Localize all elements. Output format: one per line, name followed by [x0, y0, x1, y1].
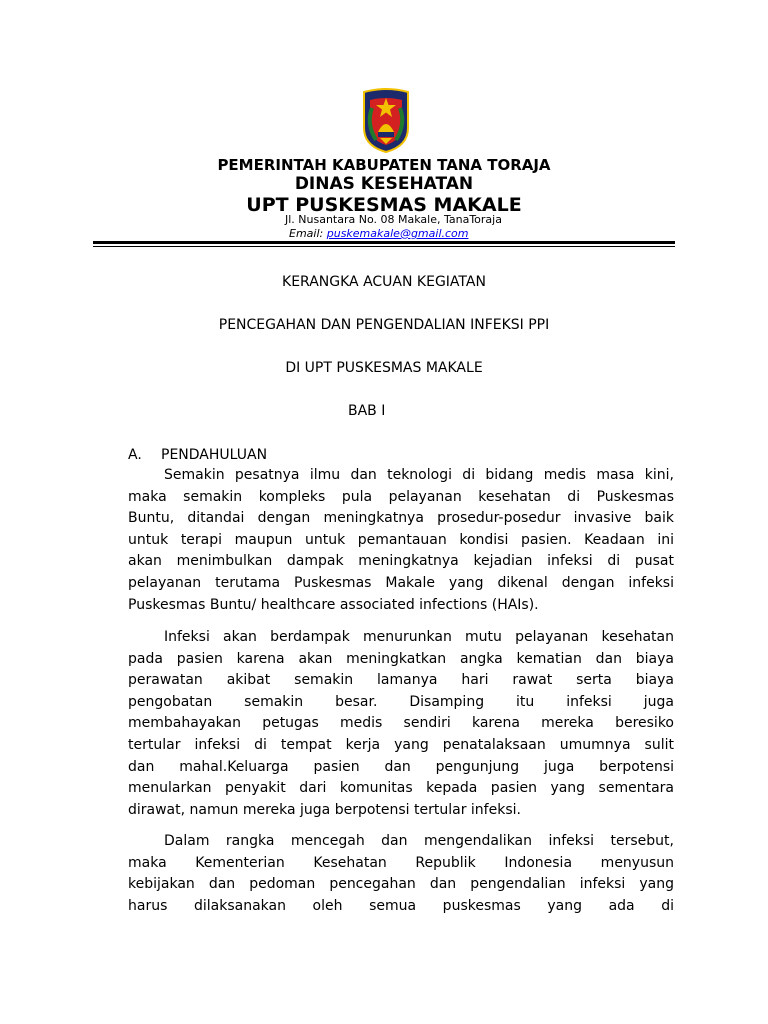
paragraph-line: Dalam rangka mencegah dan mengendalikan infeksi tersebut,: [164, 833, 674, 849]
paragraph-line: untuk terapi maupun untuk pemantauan kondisi pasien. Keadaan ini: [128, 531, 674, 548]
email-label: Email:: [289, 227, 327, 240]
paragraph: [128, 627, 674, 821]
header-institution: UPT PUSKESMAS MAKALE: [246, 194, 522, 216]
email-link[interactable]: puskemakale@gmail.com: [326, 227, 469, 240]
header-rule-thin: [93, 246, 675, 247]
header-government: PEMERINTAH KABUPATEN TANA TORAJA: [217, 156, 551, 174]
document-title: KERANGKA ACUAN KEGIATAN: [282, 274, 486, 290]
chapter-heading: BAB I: [348, 403, 386, 419]
paragraph-line: pengobatan semakin besar. Disamping itu infeksi juga: [128, 693, 674, 710]
paragraph-line: maka semakin kompleks pula pelayanan kesehatan di Puskesmas: [128, 488, 674, 505]
paragraph-line: dan mahal.Keluarga pasien dan pengunjung juga berpotensi: [128, 758, 674, 775]
paragraph-line: tertular infeksi di tempat kerja yang penatalaksaan umumnya sulit: [128, 736, 674, 753]
document-subtitle: PENCEGAHAN DAN PENGENDALIAN INFEKSI PPI: [218, 317, 550, 333]
paragraph: [128, 831, 674, 917]
document-location: DI UPT PUSKESMAS MAKALE: [285, 360, 483, 376]
paragraph-line: akan menimbulkan dampak meningkatnya kejadian infeksi di pusat: [128, 553, 674, 570]
header-department: DINAS KESEHATAN: [294, 174, 474, 194]
section-title: PENDAHULUAN: [161, 447, 268, 463]
paragraph-line: kebijakan dan pedoman pencegahan dan pengendalian infeksi yang: [128, 876, 674, 893]
paragraph-line: Buntu, ditandai dengan meningkatnya prosedur-posedur invasive baik: [128, 510, 674, 527]
paragraph-line: perawatan akibat semakin lamanya hari rawat serta biaya: [128, 672, 674, 689]
paragraph-line: menularkan penyakit dari komunitas kepada pasien yang sementara: [128, 780, 674, 797]
section-number: A.: [128, 447, 142, 463]
paragraph-line: Puskesmas Buntu/ healthcare associated infections (HAIs).: [128, 596, 539, 613]
header-address: Jl. Nusantara No. 08 Makale, TanaToraja: [285, 213, 502, 226]
header-email-line: [289, 227, 469, 240]
paragraph-line: maka Kementerian Kesehatan Republik Indonesia menyusun: [128, 854, 674, 871]
kabupaten-emblem: [360, 88, 412, 154]
header-rule-thick: [93, 241, 675, 244]
paragraph-line: harus dilaksanakan oleh semua puskesmas yang ada di: [128, 897, 674, 914]
section-heading: [128, 447, 267, 463]
paragraph: [128, 465, 674, 616]
paragraph-line: pada pasien karena akan meningkatkan angka kematian dan biaya: [128, 650, 674, 667]
paragraph-line: pelayanan terutama Puskesmas Makale yang dikenal dengan infeksi: [128, 574, 674, 591]
paragraph-line: dirawat, namun mereka juga berpotensi tertular infeksi.: [128, 801, 521, 818]
paragraph-line: Semakin pesatnya ilmu dan teknologi di bidang medis masa kini,: [164, 467, 674, 483]
paragraph-line: Infeksi akan berdampak menurunkan mutu pelayanan kesehatan: [164, 629, 674, 645]
paragraph-line: membahayakan petugas medis sendiri karena mereka beresiko: [128, 715, 674, 732]
